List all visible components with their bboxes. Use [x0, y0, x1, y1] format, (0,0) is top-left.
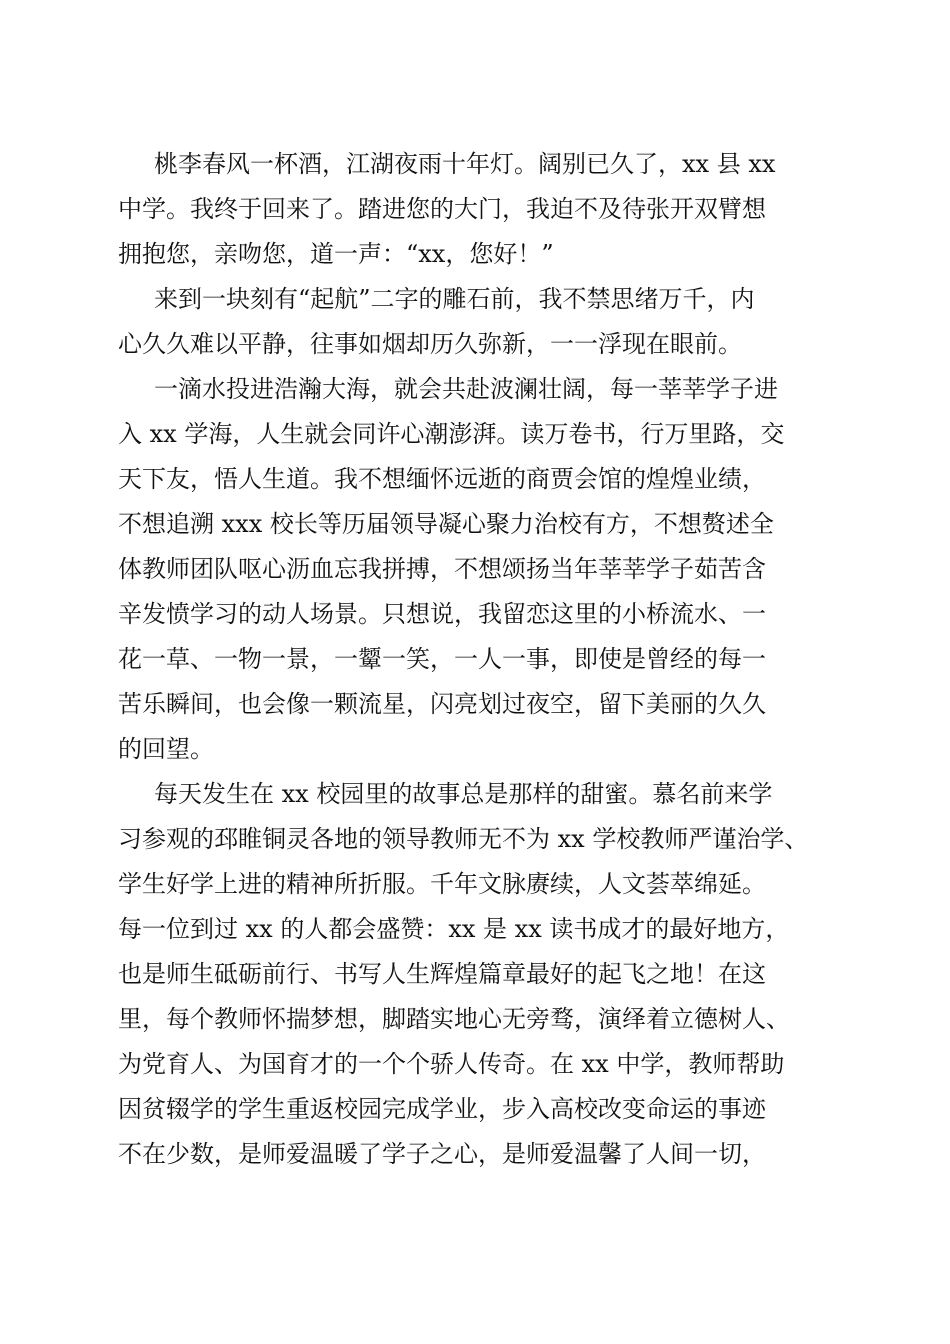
- text-line: 习参观的邳睢铜灵各地的领导教师无不为 xx 学校教师严谨治学、: [118, 825, 809, 853]
- text-line: 来到一块刻有“起航”二字的雕石前，我不禁思绪万千，内: [154, 285, 755, 313]
- text-line: 也是师生砥砺前行、书写人生辉煌篇章最好的起飞之地！在这: [118, 960, 766, 988]
- paragraph-school-life: [118, 367, 838, 772]
- text-line: 心久久难以平静，往事如烟却历久弥新，一一浮现在眼前。: [118, 330, 742, 358]
- paragraph-campus-stories: [118, 772, 838, 1177]
- text-line: 每天发生在 xx 校园里的故事总是那样的甜蜜。慕名前来学: [154, 780, 773, 808]
- text-line: 桃李春风一杯酒，江湖夜雨十年灯。阔别已久了，xx 县 xx: [154, 150, 776, 178]
- text-line: 苦乐瞬间，也会像一颗流星，闪亮划过夜空，留下美丽的久久: [118, 690, 766, 718]
- text-line: 中学。我终于回来了。踏进您的大门，我迫不及待张开双臂想: [118, 195, 766, 223]
- paragraph-stone-memory: [118, 277, 838, 367]
- text-line: 每一位到过 xx 的人都会盛赞：xx 是 xx 读书成才的最好地方，: [118, 915, 790, 943]
- text-line: 学生好学上进的精神所折服。千年文脉赓续，人文荟萃绵延。: [118, 870, 766, 898]
- text-line: 的回望。: [118, 735, 214, 763]
- paragraph-return-greeting: [118, 142, 838, 277]
- text-line: 不想追溯 xxx 校长等历届领导凝心聚力治校有方，不想赘述全: [118, 510, 774, 538]
- text-line: 花一草、一物一景，一颦一笑，一人一事，即使是曾经的每一: [118, 645, 766, 673]
- text-line: 因贫辍学的学生重返校园完成学业，步入高校改变命运的事迹: [118, 1095, 766, 1123]
- document-body: [118, 142, 838, 1177]
- text-line: 为党育人、为国育才的一个个骄人传奇。在 xx 中学，教师帮助: [118, 1050, 785, 1078]
- text-line: 体教师团队呕心沥血忘我拼搏，不想颂扬当年莘莘学子茹苦含: [118, 555, 766, 583]
- text-line: 不在少数，是师爱温暖了学子之心，是师爱温馨了人间一切，: [118, 1140, 766, 1168]
- text-line: 天下友，悟人生道。我不想缅怀远逝的商贾会馆的煌煌业绩，: [118, 465, 766, 493]
- text-line: 入 xx 学海，人生就会同许心潮澎湃。读万卷书，行万里路，交: [118, 420, 785, 448]
- text-line: 里，每个教师怀揣梦想，脚踏实地心无旁骛，演绎着立德树人、: [118, 1005, 790, 1033]
- text-line: 拥抱您，亲吻您，道一声：“xx，您好！”: [118, 240, 554, 268]
- text-line: 辛发愤学习的动人场景。只想说，我留恋这里的小桥流水、一: [118, 600, 766, 628]
- text-line: 一滴水投进浩瀚大海，就会共赴波澜壮阔，每一莘莘学子进: [154, 375, 778, 403]
